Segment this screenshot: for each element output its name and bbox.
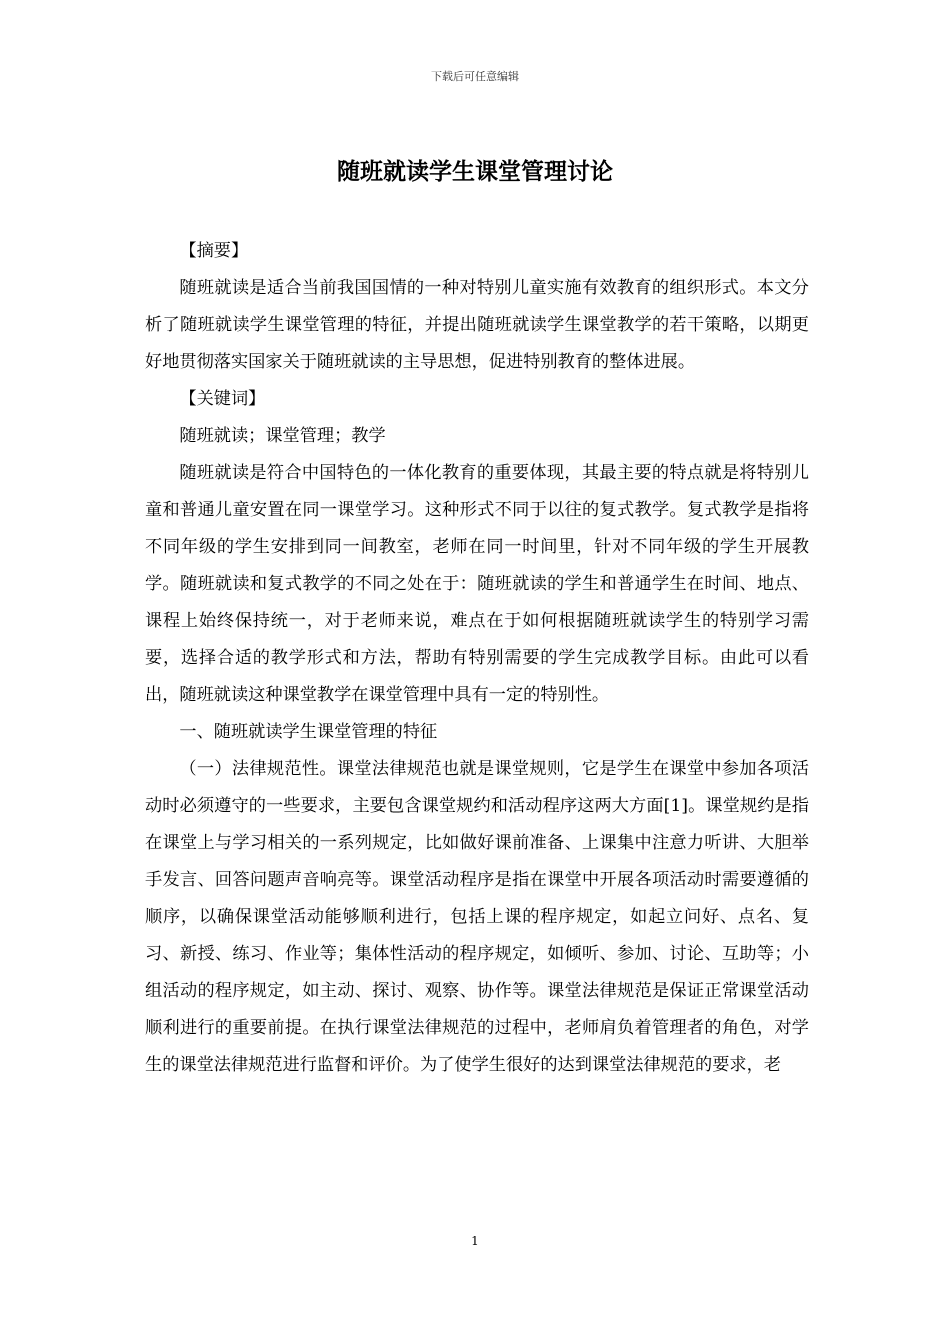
section-paragraph: （一）法律规范性。课堂法律规范也就是课堂规则，它是学生在课堂中参加各项活动时必须遵守的一些要求，主要包含课堂规约和活动程序这两大方面[1]。课堂规约是指在课堂上与学习相关的一系列规定，比如做好课前准备、上课集中注意力听讲、大胆举手发言、回答问题声音响亮等。课堂活动程序是指在课堂中开展各项活动时需要遵循的顺序，以确保课堂活动能够顺利进行，包括上课的程序规定，如起立问好、点名、复习、新授、练习、作业等；集体性活动的程序规定，如倾听、参加、讨论、互助等；小组活动的程序规定，如主动、探讨、观察、协作等。课堂法律规范是保证正常课堂活动顺利进行的重要前提。在执行课堂法律规范的过程中，老师肩负着管理者的角色，对学生的课堂法律规范进行监督和评价。为了使学生很好的达到课堂法律规范的要求，老 bbox=[145, 759, 809, 1075]
abstract-paragraph: 随班就读是适合当前我国国情的一种对特别儿童实施有效教育的组织形式。本文分析了随班就读学生课堂管理的特征，并提出随班就读学生课堂教学的若干策略，以期更好地贯彻落实国家关于随班就读的主导思想，促进特别教育的整体进展。 bbox=[145, 278, 809, 372]
section-heading: 一、随班就读学生课堂管理的特征 bbox=[179, 722, 438, 742]
page-header: 下载后可任意编辑 bbox=[431, 70, 519, 83]
keywords-paragraph: 随班就读；课堂管理；教学 bbox=[179, 426, 386, 446]
document-body bbox=[145, 233, 809, 1084]
document-title: 随班就读学生课堂管理讨论 bbox=[337, 159, 613, 185]
page-number: 1 bbox=[471, 1234, 479, 1248]
intro-paragraph: 随班就读是符合中国特色的一体化教育的重要体现，其最主要的特点就是将特别儿童和普通儿童安置在同一课堂学习。这种形式不同于以往的复式教学。复式教学是指将不同年级的学生安排到同一间教室，老师在同一时间里，针对不同年级的学生开展教学。随班就读和复式教学的不同之处在于：随班就读的学生和普通学生在时间、地点、课程上始终保持统一，对于老师来说，难点在于如何根据随班就读学生的特别学习需要，选择合适的教学形式和方法，帮助有特别需要的学生完成教学目标。由此可以看出，随班就读这种课堂教学在课堂管理中具有一定的特别性。 bbox=[145, 463, 809, 705]
abstract-heading: 【摘要】 bbox=[179, 241, 249, 261]
keywords-heading: 【关键词】 bbox=[179, 389, 266, 409]
